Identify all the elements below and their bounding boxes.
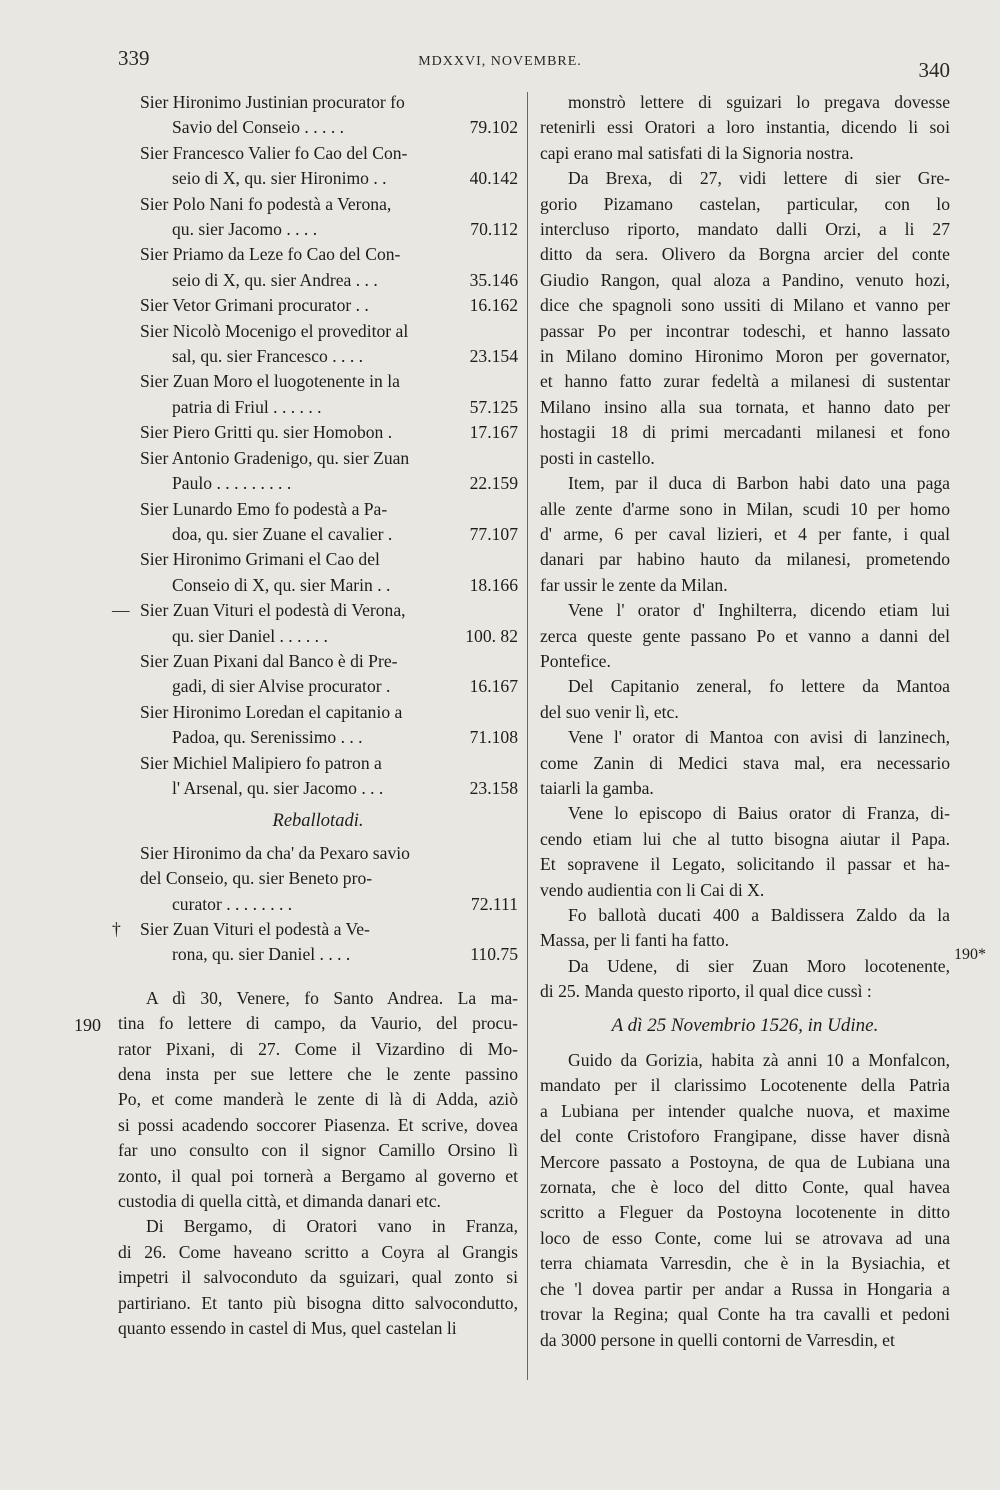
margin-number-left: 190	[74, 1015, 101, 1035]
text-line: far ussir le zente da Milan.	[540, 574, 728, 595]
ballot-entry	[118, 446, 518, 497]
text-line: custodia di quella città, et dimanda danari etc.	[118, 1191, 441, 1212]
entry-name: Sier Hironimo Loredan el capitanio a	[140, 701, 403, 722]
text-line: che 'l dovea partir per andar a Russa in Hongaria a	[540, 1278, 950, 1299]
entry-name: Sier Polo Nani fo podestà a Verona,	[140, 193, 392, 214]
text-line: Da Brexa, di 27, vidi lettere di sier Gre-	[568, 168, 950, 189]
entry-detail	[118, 395, 518, 420]
text-line: scritto a Fleguer da Postoyna locotenente in ditto	[540, 1202, 950, 1223]
entry-name: Sier Lunardo Emo fo podestà a Pa-	[140, 498, 388, 519]
text-line: d' arme, 6 per caval lizieri, et 4 per fante, i qual	[540, 523, 950, 544]
text-line: Massa, per li fanti ha fatto.	[540, 930, 730, 951]
vote-count: 16.162	[469, 295, 518, 316]
entry-detail	[118, 268, 518, 293]
text-line: impetri il salvoconduto da sguizari, qual zonto si	[118, 1267, 518, 1288]
text-line: in Milano domino Hironimo Moron per governator,	[540, 346, 950, 367]
ballot-entry	[118, 700, 518, 751]
text-line: di 25. Manda questo riporto, il qual dice cussì :	[540, 981, 872, 1002]
entry-detail	[118, 892, 518, 917]
text-line: loco de esso Conte, come lui se atrovava ad una	[540, 1227, 950, 1248]
entry-name: Sier Michiel Malipiero fo patron a	[140, 752, 382, 773]
ballot-entry	[118, 420, 518, 445]
text-line: Vene lo episcopo di Baius orator di Franza, di-	[568, 803, 950, 824]
text-line: Mercore passato a Postoyna, de qua de Lubiana una	[540, 1151, 950, 1172]
text-line: tina fo lettere di campo, da Vaurio, del procu-	[118, 1013, 518, 1034]
text-line: et hanno fatto zurar fedeltà a milanesi di sustentar	[540, 371, 950, 392]
text-line: di 26. Come haveano scritto a Coyra al Grangis	[118, 1241, 518, 1262]
entry-detail-text: seio di X, qu. sier Andrea . . .	[172, 269, 378, 290]
entry-detail-text: curator . . . . . . . .	[172, 893, 293, 914]
text-line: rator Pixani, di 27. Come il Vizardino di Mo-	[118, 1038, 518, 1059]
paragraph	[540, 166, 950, 471]
text-line: Et sopravene il Legato, solicitando il passar et ha-	[540, 854, 950, 875]
reballotadi-heading: Reballotadi.	[272, 811, 364, 832]
entry-detail	[118, 725, 518, 750]
text-line: Pontefice.	[540, 650, 611, 671]
ballot-entry	[118, 141, 518, 192]
paragraph	[540, 725, 950, 801]
column-divider	[527, 92, 528, 1380]
entry-detail-text: qu. sier Jacomo . . . .	[172, 219, 318, 240]
vote-count: 23.154	[469, 346, 518, 367]
ballot-list	[112, 90, 518, 801]
text-line: Di Bergamo, di Oratori vano in Franza,	[146, 1216, 518, 1237]
entry-detail-text: seio di X, qu. sier Hironimo . .	[172, 168, 387, 189]
report-heading: A dì 25 Novembrio 1526, in Udine.	[611, 1014, 879, 1036]
text-line: Po, et come manderà le zente di là di Adda, aziò	[118, 1089, 518, 1110]
vote-count: 18.166	[469, 574, 518, 595]
left-text	[118, 986, 518, 1342]
text-line: del suo venir lì, etc.	[540, 701, 679, 722]
text-line: del conte Cristoforo Frangipane, disse haver disnà	[540, 1126, 950, 1147]
text-line: Vene l' orator d' Inghilterra, dicendo etiam lui	[568, 600, 950, 621]
text-line: taiarli la gamba.	[540, 777, 654, 798]
paragraph	[540, 90, 950, 166]
text-line: gorio Pizamano castelan, particular, con lo	[540, 193, 950, 214]
entry-name: Sier Nicolò Mocenigo el proveditor al	[140, 320, 409, 341]
ballot-entry	[118, 192, 518, 243]
text-line: Giudio Rangon, qual aloza a Pandino, venuto hozi,	[540, 269, 950, 290]
text-line: si possi acadendo soccorer Piasenza. Et scrive, dovea	[118, 1114, 518, 1135]
text-line: Milano insino alla sua tornata, et hanno dato per	[540, 396, 950, 417]
entry-name: Sier Antonio Gradenigo, qu. sier Zuan	[140, 447, 410, 468]
text-line: capi erano mal satisfati di la Signoria nostra.	[540, 142, 854, 163]
entry-detail	[118, 115, 518, 140]
paragraph	[540, 954, 950, 1005]
text-line: come Zanin di Medici stava mal, era necessario	[540, 752, 950, 773]
entry-name: Sier Hironimo Justinian procurator fo	[140, 92, 405, 112]
entry-detail	[118, 166, 518, 191]
vote-count: 16.167	[469, 676, 518, 697]
text-line: intercluso riporto, mandato dalli Orzi, a li 27	[540, 219, 950, 240]
vote-count: 79.102	[469, 117, 518, 138]
vote-count: 40.142	[469, 168, 518, 189]
text-line: zornata, che è loco del ditto Conte, qual havea	[540, 1177, 950, 1198]
vote-count: 35.146	[469, 269, 518, 290]
ballot-entry	[118, 841, 518, 917]
text-line: Fo ballotà ducati 400 a Baldissera Zaldo da la	[568, 905, 950, 925]
text-line: zerca queste gente passano Po et vanno a danni del	[540, 625, 950, 646]
vote-count: 77.107	[469, 523, 518, 544]
entry-name-text: Sier Piero Gritti qu. sier Homobon .	[140, 422, 393, 443]
entry-detail-text: qu. sier Daniel . . . . . .	[172, 625, 328, 646]
page-number-right: 340	[918, 58, 950, 82]
text-line: far uno consulto con il signor Camillo Orsino lì	[118, 1140, 518, 1161]
entry-name: Sier Zuan Vituri el podestà di Verona,	[140, 600, 406, 621]
margin-number-right: 190*	[954, 946, 986, 963]
vote-count: 70.112	[470, 219, 518, 240]
text-line: Item, par il duca di Barbon habi dato una paga	[568, 473, 950, 494]
entry-detail-text: rona, qu. sier Daniel . . . .	[172, 944, 351, 965]
text-line: quanto essendo in castel di Mus, quel castelan li	[118, 1318, 457, 1339]
ballot-entry	[118, 293, 518, 318]
entry-detail-text: sal, qu. sier Francesco . . . .	[172, 346, 364, 367]
entry-detail	[118, 344, 518, 369]
paragraph	[540, 471, 950, 598]
entry-name: Sier Zuan Pixani dal Banco è di Pre-	[140, 650, 398, 671]
text-line: trovar la Regina; qual Conte ha tra cavalli et pedoni	[540, 1304, 950, 1325]
entry-detail-text: patria di Friul . . . . . .	[172, 396, 322, 417]
paragraph	[118, 1214, 518, 1341]
text-line: Guido da Gorizia, habita zà anni 10 a Monfalcon,	[568, 1050, 950, 1071]
text-line: hostagii 18 di primi mercadanti milanesi et fono	[540, 422, 950, 443]
vote-count: 57.125	[469, 396, 518, 417]
right-text-2	[540, 1048, 950, 1353]
entry-name	[118, 420, 518, 445]
paragraph	[540, 598, 950, 674]
paragraph	[540, 674, 950, 725]
text-line: Da Udene, di sier Zuan Moro locotenente,	[568, 955, 950, 976]
vote-count: 23.158	[469, 777, 518, 798]
text-line: A dì 30, Venere, fo Santo Andrea. La ma-	[146, 987, 518, 1008]
right-text	[540, 90, 950, 1005]
ballot-entry	[112, 917, 518, 968]
entry-detail	[118, 776, 518, 801]
text-line: posti in castello.	[540, 447, 655, 468]
entry-detail	[118, 573, 518, 598]
vote-count: 17.167	[469, 422, 518, 443]
entry-name: Sier Francesco Valier fo Cao del Con-	[140, 142, 408, 163]
text-line: cendo etiam lui che al tutto bisogna aiutar il Papa.	[540, 828, 950, 849]
entry-detail	[118, 471, 518, 496]
ballot-entry	[112, 598, 518, 649]
right-column	[540, 90, 950, 1353]
text-line: a Lubiana per intender qualche nuova, et maxime	[540, 1100, 950, 1121]
text-line: mandato per il clarissimo Locotenente della Patria	[540, 1075, 950, 1096]
vote-count: 22.159	[469, 473, 518, 494]
text-line: retenirli essi Oratori a loro instantia, dicendo li soi	[540, 117, 950, 138]
text-line: monstrò lettere di sguizari lo pregava dovesse	[568, 92, 950, 112]
text-line: zonto, il qual poi tornerà a Bergamo al governo et	[118, 1165, 518, 1186]
text-line: partiriano. Et tanto più bisogna ditto salvocondutto,	[118, 1292, 518, 1313]
entry-name: Sier Priamo da Leze fo Cao del Con-	[140, 244, 401, 265]
ballot-entry	[118, 547, 518, 598]
vote-count: 71.108	[469, 727, 518, 748]
entry-detail-text: Savio del Conseio . . . . .	[172, 117, 345, 138]
ballot-entry	[118, 369, 518, 420]
entry-name: Sier Hironimo da cha' da Pexaro savio	[140, 842, 410, 863]
text-line: vendo audientia con li Cai di X.	[540, 879, 765, 900]
text-line: danari par habino hauto da milanesi, prometendo	[540, 549, 950, 570]
paragraph	[118, 986, 518, 1215]
text-line: alle zente d'arme sono in Milan, scudi 10 per homo	[540, 498, 950, 519]
ballot-entry	[118, 90, 518, 141]
reballot-list	[112, 841, 518, 968]
text-line: terra chiamata Varresdin, che è in la Bysiachia, et	[540, 1253, 950, 1274]
running-title: MDXXVI, NOVEMBRE.	[418, 54, 582, 69]
ballot-entry	[118, 497, 518, 548]
entry-name	[118, 293, 518, 318]
left-column	[112, 90, 518, 1342]
entry-name: Sier Zuan Vituri el podestà a Ve-	[140, 919, 370, 939]
entry-detail-text: Conseio di X, qu. sier Marin . .	[172, 574, 391, 595]
paragraph	[540, 903, 950, 954]
vote-count: 72.111	[470, 893, 518, 914]
page-number-left: 339	[118, 46, 150, 70]
entry-detail	[118, 522, 518, 547]
entry-detail	[118, 942, 518, 967]
text-line: Vene l' orator di Mantoa con avisi di lanzinech,	[568, 727, 950, 748]
entry-detail	[118, 674, 518, 699]
entry-name: Sier Hironimo Grimani el Cao del	[140, 549, 380, 570]
paragraph	[540, 1048, 950, 1353]
ballot-entry	[118, 751, 518, 802]
entry-name: Sier Zuan Moro el luogotenente in la	[140, 371, 400, 392]
entry-detail-text: gadi, di sier Alvise procurator .	[172, 676, 391, 697]
text-line: ditto da sera. Olivero da Borgna arcier del conte	[540, 244, 950, 265]
entry-name-text: Sier Vetor Grimani procurator . .	[140, 295, 369, 316]
entry-detail-text: doa, qu. sier Zuane el cavalier .	[172, 523, 393, 544]
entry-name-cont: del Conseio, qu. sier Beneto pro-	[140, 868, 373, 889]
text-line: passar Po per incontrar todeschi, et hanno lassato	[540, 320, 950, 341]
ballot-entry	[118, 242, 518, 293]
entry-mark: —	[112, 600, 130, 621]
entry-detail	[118, 217, 518, 242]
entry-detail	[118, 624, 518, 649]
entry-detail-text: l' Arsenal, qu. sier Jacomo . . .	[172, 777, 384, 798]
paragraph	[540, 801, 950, 903]
text-line: dice che spagnoli sono ussiti di Milano et vanno per	[540, 295, 950, 316]
entry-detail-text: Padoa, qu. Serenissimo . . .	[172, 727, 363, 748]
entry-mark: †	[112, 919, 121, 939]
ballot-entry	[118, 649, 518, 700]
entry-detail-text: Paulo . . . . . . . . .	[172, 473, 292, 494]
text-line: dena insta per sue lettere che le zente passino	[118, 1064, 518, 1085]
vote-count: 110.75	[470, 944, 518, 965]
ballot-entry	[118, 319, 518, 370]
text-line: da 3000 persone in quelli contorni de Varresdin, et	[540, 1329, 895, 1350]
vote-count: 100. 82	[465, 625, 518, 646]
text-line: Del Capitanio zeneral, fo lettere da Mantoa	[568, 676, 950, 697]
